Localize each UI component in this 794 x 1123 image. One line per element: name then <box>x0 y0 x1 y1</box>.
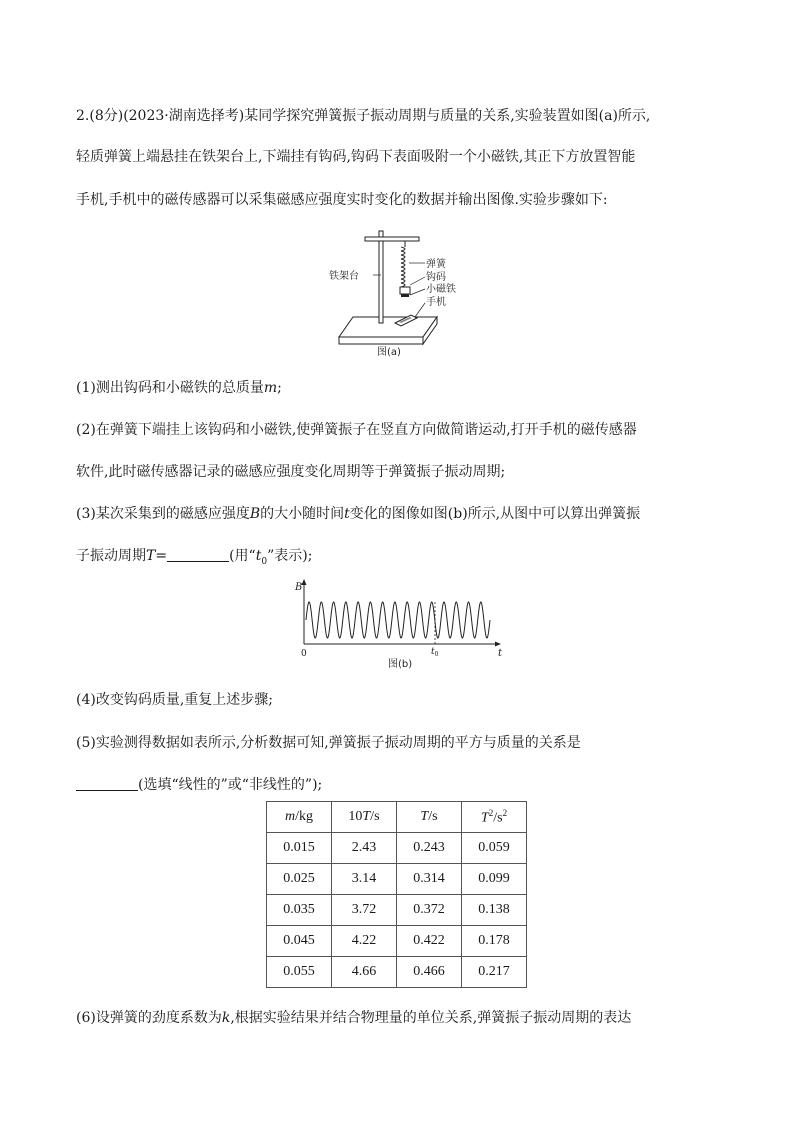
table-cell: 0.314 <box>397 864 462 895</box>
answer-blank-relation[interactable] <box>76 776 138 791</box>
figure-a-apparatus <box>315 225 475 360</box>
label-spring: 弹簧 <box>426 259 446 270</box>
table-cell: 0.217 <box>462 957 527 988</box>
table-cell: 0.045 <box>267 926 332 957</box>
figure-b-caption: 图(b) <box>388 659 413 670</box>
sine-wave <box>306 602 490 638</box>
spring-coil <box>401 247 405 287</box>
step-5-line-1: (5)实验测得数据如表所示,分析数据可知,弹簧振子振动周期的平方与质量的关系是 <box>76 735 581 751</box>
table-cell: 0.466 <box>397 957 462 988</box>
step-5-line-2: (选填“线性的”或“非线性的”); <box>76 775 722 795</box>
label-stand: 铁架台 <box>329 271 359 282</box>
x-axis-label: t <box>498 648 503 659</box>
stand-base <box>339 317 437 337</box>
step-6-line-1: (6)设弹簧的劲度系数为k,根据实验结果并结合物理量的单位关系,弹簧振子振动周期的表达 <box>76 1010 632 1026</box>
label-phone: 手机 <box>426 297 446 308</box>
table-cell: 0.372 <box>397 895 462 926</box>
table-cell: 0.059 <box>462 833 527 864</box>
figure-a-caption: 图(a) <box>377 347 401 358</box>
table-cell: 0.243 <box>397 833 462 864</box>
stand-crossbar <box>365 237 419 241</box>
table-cell: 4.22 <box>332 926 397 957</box>
table-cell: 0.015 <box>267 833 332 864</box>
table-row <box>267 864 527 895</box>
step-4: (4)改变钩码质量,重复上述步骤; <box>76 692 273 708</box>
table-cell: 2.43 <box>332 833 397 864</box>
table-cell: 0.055 <box>267 957 332 988</box>
label-weight: 钩码 <box>426 272 446 283</box>
header-T: T/s <box>397 802 462 833</box>
table-body <box>267 833 527 988</box>
question-intro-line-3: 手机,手机中的磁传感器可以采集磁感应强度实时变化的数据并输出图像.实验步骤如下: <box>76 192 608 208</box>
table-cell: 4.66 <box>332 957 397 988</box>
data-table <box>266 801 527 988</box>
y-axis-label: B <box>295 582 303 593</box>
table-cell: 0.099 <box>462 864 527 895</box>
step-1: (1)测出钩码和小磁铁的总质量m; <box>76 380 282 396</box>
header-mass: m/kg <box>267 802 332 833</box>
table-cell: 0.025 <box>267 864 332 895</box>
table-cell: 0.035 <box>267 895 332 926</box>
step-3-line-2: 子振动周期T= (用“$t_0$”表示); <box>76 548 313 567</box>
table-cell: 0.138 <box>462 895 527 926</box>
step-2-line-2: 软件,此时磁传感器记录的磁感应强度变化周期等于弹簧振子振动周期; <box>76 464 506 480</box>
figure-b-graph <box>290 578 510 670</box>
weight-block <box>400 287 410 294</box>
table-cell: 3.14 <box>332 864 397 895</box>
step-3-line-1: (3)某次采集到的磁感应强度B的大小随时间t变化的图像如图(b)所示,从图中可以算出弹簧振 <box>76 506 641 522</box>
table-cell: 0.422 <box>397 926 462 957</box>
magnet-block <box>401 294 409 297</box>
table-row <box>267 895 527 926</box>
table-row <box>267 957 527 988</box>
answer-blank-period[interactable] <box>167 547 229 562</box>
origin-label: 0 <box>301 649 307 659</box>
stand-pole <box>379 231 383 323</box>
question-intro-line-1: 2.(8分)(2023·湖南选择考)某同学探究弹簧振子振动周期与质量的关系,实验装置如图(a)所示, <box>76 108 651 124</box>
table-header-row <box>267 802 527 833</box>
table-cell: 0.178 <box>462 926 527 957</box>
step-2-line-1: (2)在弹簧下端挂上该钩码和小磁铁,使弹簧振子在竖直方向做简谐运动,打开手机的磁传感器 <box>76 422 637 438</box>
table-cell: 3.72 <box>332 895 397 926</box>
table-row <box>267 833 527 864</box>
label-magnet: 小磁铁 <box>426 284 456 295</box>
t0-label: $t_0$ <box>431 647 439 658</box>
table-row <box>267 926 527 957</box>
header-T2: $T^2/s^2$ <box>462 802 527 833</box>
header-10T: 10T/s <box>332 802 397 833</box>
question-intro-line-2: 轻质弹簧上端悬挂在铁架台上,下端挂有钩码,钩码下表面吸附一个小磁铁,其正下方放置智能 <box>76 149 636 165</box>
